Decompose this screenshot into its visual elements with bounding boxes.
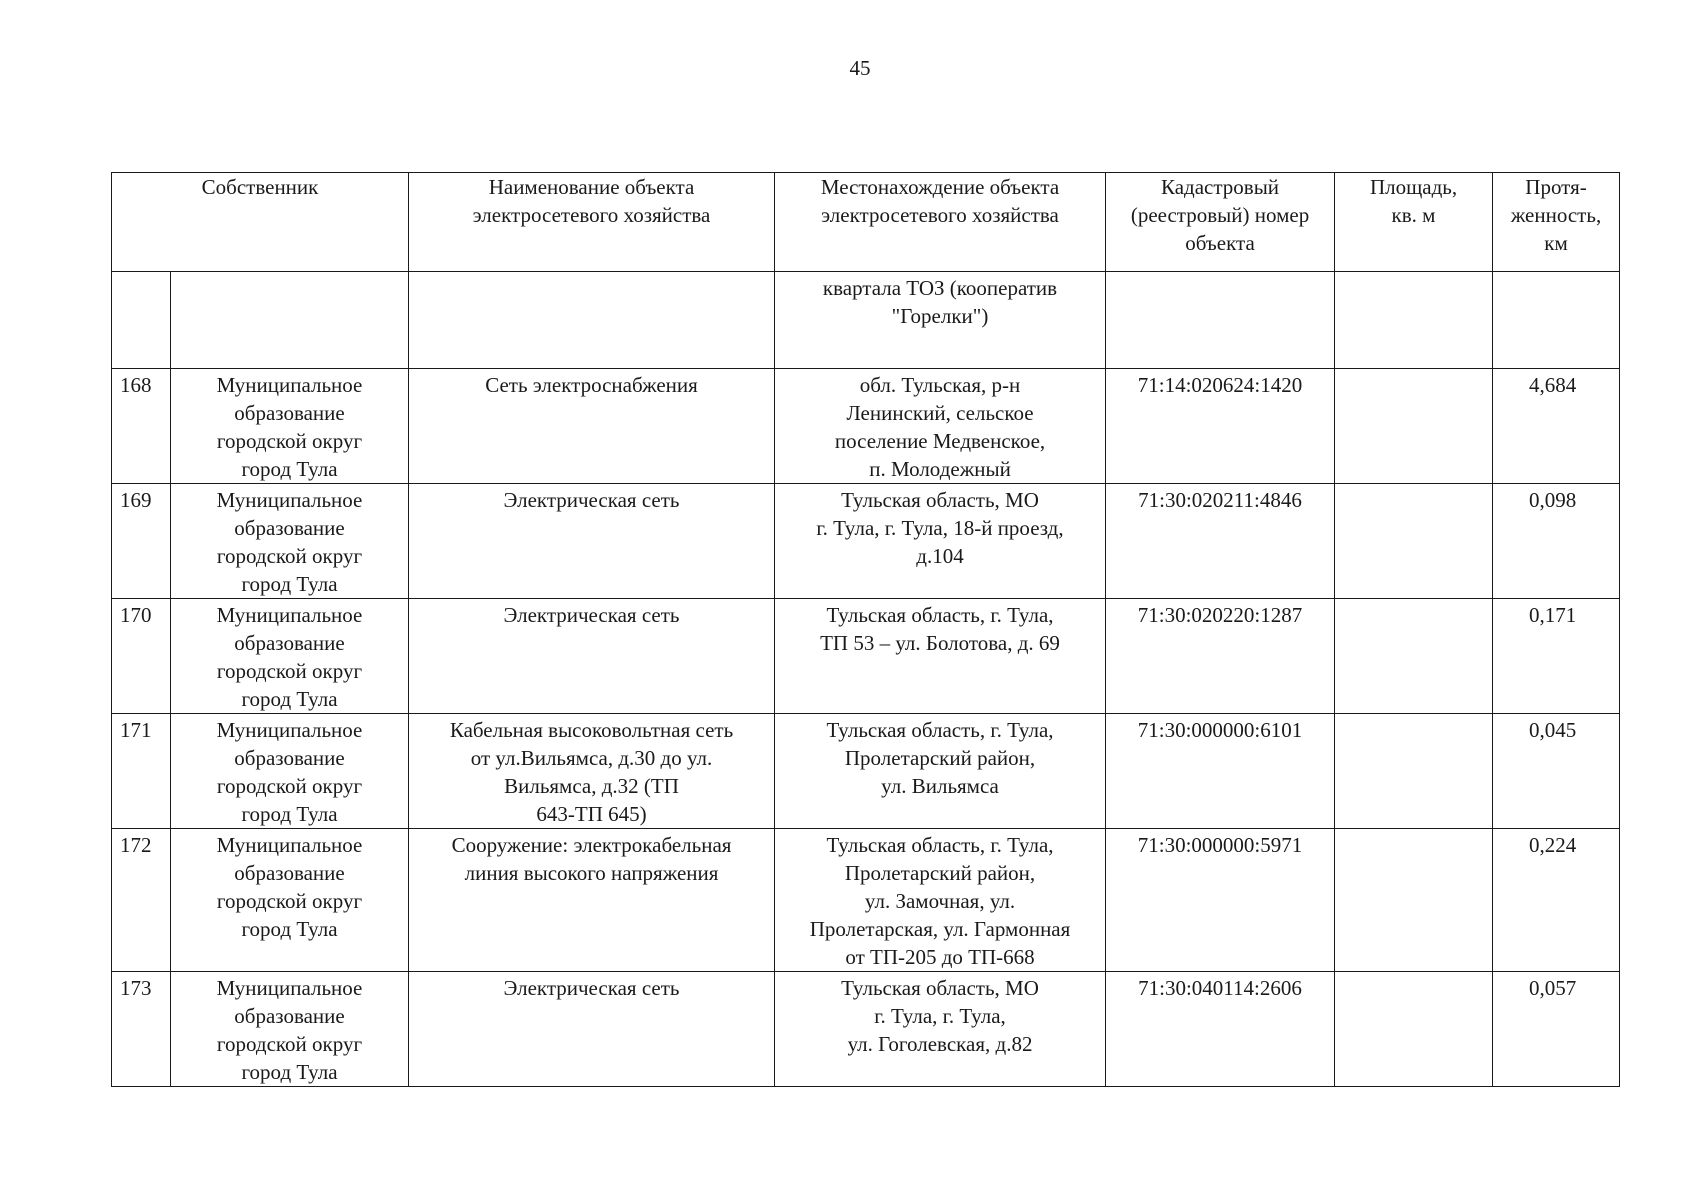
text-line: Электрическая сеть	[503, 976, 680, 1000]
text-line: ул. Замочная, ул.	[864, 889, 1016, 913]
text-line: Муниципальное	[216, 488, 363, 512]
text-line: Муниципальное	[216, 603, 363, 627]
cell-num: 171	[112, 714, 171, 829]
text-line: Ленинский, сельское	[846, 401, 1034, 425]
cell-length: 0,224	[1493, 829, 1620, 972]
text-line: Муниципальное	[216, 833, 363, 857]
cell-location	[775, 272, 1106, 369]
text-line: ул. Гоголевская, д.82	[847, 1032, 1033, 1056]
text-line: городской округ	[216, 429, 363, 453]
text-line: г. Тула, г. Тула, 18-й проезд,	[816, 516, 1064, 540]
text-line: кв. м	[1391, 203, 1436, 227]
cell-object-name	[409, 369, 775, 484]
text-line: Муниципальное	[216, 373, 363, 397]
cell-owner	[171, 714, 409, 829]
text-line: Пролетарский район,	[844, 746, 1036, 770]
text-line: 643-ТП 645)	[536, 802, 647, 826]
cell-num: 173	[112, 972, 171, 1087]
text-line: городской округ	[216, 659, 363, 683]
text-line: городской округ	[216, 544, 363, 568]
text-line: Площадь,	[1369, 175, 1458, 199]
cell-length: 0,045	[1493, 714, 1620, 829]
text-line: Наименование объекта	[488, 175, 695, 199]
text-line: Тульская область, г. Тула,	[826, 718, 1054, 742]
text-line: город Тула	[241, 572, 338, 596]
text-line: город Тула	[241, 687, 338, 711]
cell-location	[775, 369, 1106, 484]
text-line: женность,	[1510, 203, 1602, 227]
cell-area	[1335, 972, 1493, 1087]
text-line: Протя-	[1525, 175, 1587, 199]
cell-object-name	[409, 972, 775, 1087]
text-line: город Тула	[241, 802, 338, 826]
text-line: км	[1544, 231, 1568, 255]
table-row	[112, 599, 1620, 714]
cell-object-name	[409, 829, 775, 972]
table-row	[112, 972, 1620, 1087]
cell-cadastral-number: 71:14:020624:1420	[1106, 369, 1335, 484]
cell-cadastral-number: 71:30:020220:1287	[1106, 599, 1335, 714]
cell-object-name	[409, 599, 775, 714]
cell-area	[1335, 484, 1493, 599]
cell-length: 4,684	[1493, 369, 1620, 484]
page-number: 45	[849, 56, 871, 80]
text-line: образование	[234, 516, 345, 540]
text-line: Пролетарская, ул. Гармонная	[809, 917, 1071, 941]
text-line: объекта	[1185, 231, 1255, 255]
cell-length: 0,057	[1493, 972, 1620, 1087]
text-line: обл. Тульская, р-н	[859, 373, 1021, 397]
text-line: линия высокого напряжения	[464, 861, 719, 885]
text-line: образование	[234, 861, 345, 885]
text-line: электросетевого хозяйства	[472, 203, 711, 227]
cell-num: 169	[112, 484, 171, 599]
cell-owner	[171, 369, 409, 484]
text-line: Электрическая сеть	[503, 603, 680, 627]
text-line: Тульская область, г. Тула,	[826, 603, 1054, 627]
cell-owner	[171, 484, 409, 599]
text-line: городской округ	[216, 889, 363, 913]
cell-owner	[171, 829, 409, 972]
table-row	[112, 829, 1620, 972]
table-row	[112, 484, 1620, 599]
cell-owner	[171, 599, 409, 714]
cell-location	[775, 484, 1106, 599]
text-line: Электрическая сеть	[503, 488, 680, 512]
text-line: Муниципальное	[216, 718, 363, 742]
text-line: (реестровый) номер	[1130, 203, 1310, 227]
cell-num: 170	[112, 599, 171, 714]
text-line: Местонахождение объекта	[820, 175, 1060, 199]
text-line: Муниципальное	[216, 976, 363, 1000]
cell-length	[1493, 272, 1620, 369]
text-line: Кабельная высоковольтная сеть	[449, 718, 734, 742]
cell-object-name	[409, 714, 775, 829]
cell-location	[775, 972, 1106, 1087]
table-row	[112, 714, 1620, 829]
header-owner	[112, 173, 409, 272]
text-line: от ул.Вильямса, д.30 до ул.	[470, 746, 713, 770]
cell-cadastral-number: 71:30:000000:6101	[1106, 714, 1335, 829]
text-line: город Тула	[241, 457, 338, 481]
table-row	[112, 369, 1620, 484]
header-object-name	[409, 173, 775, 272]
text-line: д.104	[916, 544, 964, 568]
cell-length: 0,098	[1493, 484, 1620, 599]
text-line: Тульская область, МО	[841, 488, 1039, 512]
text-line: ул. Вильямса	[881, 774, 999, 798]
cell-area	[1335, 829, 1493, 972]
text-line: образование	[234, 746, 345, 770]
cell-area	[1335, 599, 1493, 714]
text-line: городской округ	[216, 774, 363, 798]
header-area	[1335, 173, 1493, 272]
text-line: образование	[234, 401, 345, 425]
text-line: Тульская область, МО	[841, 976, 1039, 1000]
text-line: г. Тула, г. Тула,	[874, 1004, 1006, 1028]
text-line: Тульская область, г. Тула,	[826, 833, 1054, 857]
text-line: от ТП-205 до ТП-668	[845, 945, 1035, 969]
cell-num: 172	[112, 829, 171, 972]
text-line: Сооружение: электрокабельная	[451, 833, 732, 857]
cell-owner	[171, 972, 409, 1087]
cell-cadastral-number: 71:30:020211:4846	[1106, 484, 1335, 599]
cell-cadastral-number: 71:30:000000:5971	[1106, 829, 1335, 972]
text-line: п. Молодежный	[869, 457, 1011, 481]
text-line: поселение Медвенское,	[834, 429, 1046, 453]
cell-owner	[171, 272, 409, 369]
cell-cadastral-number: 71:30:040114:2606	[1106, 972, 1335, 1087]
header-row	[112, 173, 1620, 272]
cell-area	[1335, 369, 1493, 484]
cell-num: 168	[112, 369, 171, 484]
text-line: Пролетарский район,	[844, 861, 1036, 885]
text-line: образование	[234, 1004, 345, 1028]
text-line: образование	[234, 631, 345, 655]
text-line: город Тула	[241, 1060, 338, 1084]
continuation-row	[112, 272, 1620, 369]
text-line: электросетевого хозяйства	[821, 203, 1059, 227]
cell-location	[775, 829, 1106, 972]
text-line: квартала ТОЗ (кооператив	[822, 276, 1058, 300]
text-line: Вильямса, д.32 (ТП	[504, 774, 679, 798]
cell-object-name	[409, 484, 775, 599]
text-line: Кадастровый	[1160, 175, 1280, 199]
text-line: "Горелки")	[891, 304, 989, 328]
header-length	[1493, 173, 1620, 272]
cell-area	[1335, 272, 1493, 369]
text-line: городской округ	[216, 1032, 363, 1056]
text-line: Сеть электроснабжения	[485, 373, 698, 397]
text-line: ТП 53 – ул. Болотова, д. 69	[820, 631, 1060, 655]
registry-table	[111, 172, 1620, 1087]
header-location	[775, 173, 1106, 272]
cell-location	[775, 714, 1106, 829]
header-cadastral-number	[1106, 173, 1335, 272]
cell-cadastral-number	[1106, 272, 1335, 369]
cell-num	[112, 272, 171, 369]
text-line: город Тула	[241, 917, 338, 941]
text-line: Собственник	[201, 175, 319, 199]
cell-object-name	[409, 272, 775, 369]
cell-length: 0,171	[1493, 599, 1620, 714]
cell-location	[775, 599, 1106, 714]
cell-area	[1335, 714, 1493, 829]
